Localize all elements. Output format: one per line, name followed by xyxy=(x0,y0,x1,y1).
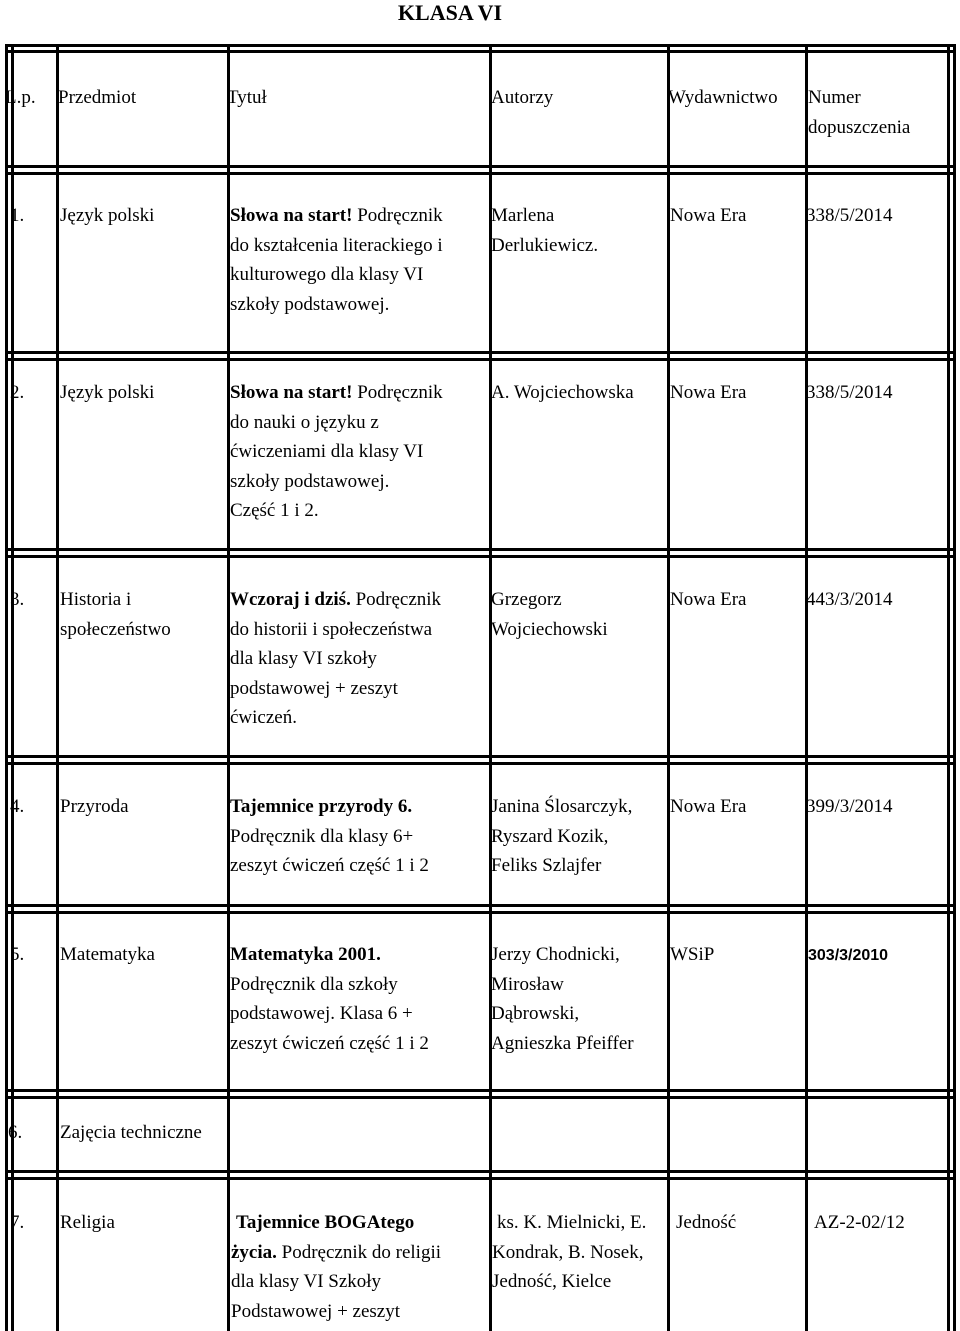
header-lp: L.p. xyxy=(5,87,36,108)
row-5-tytul-line: podstawowej. Klasa 6 + xyxy=(230,1003,413,1024)
row-divider xyxy=(5,165,955,168)
column-divider xyxy=(947,44,950,1331)
row-2-autorzy: A. Wojciechowska xyxy=(491,382,634,403)
row-3-wydawnictwo: Nowa Era xyxy=(670,589,747,610)
row-divider xyxy=(5,904,955,907)
row-2-tytul-line: ćwiczeniami dla klasy VI xyxy=(230,441,424,462)
row-5-wydawnictwo: WSiP xyxy=(670,944,715,965)
row-5-numer: 303/3/2010 xyxy=(808,947,889,964)
row-5-tytul xyxy=(230,940,429,1058)
row-4-autor-line: Feliks Szlajfer xyxy=(491,855,602,876)
row-divider xyxy=(5,1177,955,1180)
row-2-lp: 2. xyxy=(10,382,25,403)
row-7-tytul-bold-2: życia. xyxy=(231,1241,277,1263)
row-7-wydawnictwo: Jedność xyxy=(676,1212,737,1233)
row-3-przedmiot xyxy=(60,585,171,644)
row-1-przedmiot: Język polski xyxy=(60,205,155,226)
row-6-lp: 6. xyxy=(8,1122,23,1143)
row-7-tytul-line: Podręcznik do religii xyxy=(276,1241,442,1263)
row-4-numer: 399/3/2014 xyxy=(806,796,893,817)
row-3-autor-line: Wojciechowski xyxy=(491,618,608,640)
row-3-autor-line: Grzegorz xyxy=(491,589,562,610)
row-divider xyxy=(5,358,955,361)
row-4-przedmiot: Przyroda xyxy=(60,796,129,817)
column-divider xyxy=(805,44,808,1331)
row-divider xyxy=(5,548,955,551)
header-wydawnictwo: Wydawnictwo xyxy=(668,87,778,108)
row-3-numer: 443/3/2014 xyxy=(806,589,893,610)
column-divider xyxy=(56,44,59,1331)
row-2-tytul-line: szkoły podstawowej. xyxy=(230,470,390,492)
page-title: KLASA VI xyxy=(397,0,503,25)
row-5-autor-line: Agnieszka Pfeiffer xyxy=(491,1032,634,1054)
row-2-tytul-bold: Słowa na start! xyxy=(230,382,353,403)
row-5-autor-line: Dąbrowski, xyxy=(491,1003,580,1024)
row-1-wydawnictwo: Nowa Era xyxy=(670,205,747,226)
row-1-lp: 1. xyxy=(10,205,25,226)
column-divider xyxy=(953,44,956,1331)
row-2-tytul xyxy=(230,378,443,526)
row-4-wydawnictwo: Nowa Era xyxy=(670,796,747,817)
row-4-tytul xyxy=(230,792,429,881)
row-7-tytul-line: Podstawowej + zeszyt xyxy=(231,1300,401,1322)
row-2-przedmiot: Język polski xyxy=(60,382,155,403)
row-5-autorzy xyxy=(491,940,634,1058)
row-divider xyxy=(5,762,955,765)
row-7-tytul xyxy=(231,1208,441,1326)
row-1-tytul-bold: Słowa na start! xyxy=(230,205,353,226)
row-divider xyxy=(5,1170,955,1173)
row-3-tytul-line: ćwiczeń. xyxy=(230,707,297,728)
row-3-przedmiot-line: społeczeństwo xyxy=(60,618,171,640)
row-3-tytul-line: Podręcznik xyxy=(350,589,442,610)
header-przedmiot: Przedmiot xyxy=(58,87,137,108)
row-3-lp: 3. xyxy=(10,589,25,610)
row-7-autorzy xyxy=(492,1208,646,1297)
row-1-autor-line: Derlukiewicz. xyxy=(491,234,599,256)
row-3-przedmiot-line: Historia i xyxy=(60,589,132,610)
row-5-tytul-line: Podręcznik dla szkoły xyxy=(230,973,398,995)
table-border-top xyxy=(5,44,955,47)
row-5-przedmiot: Matematyka xyxy=(60,944,155,965)
row-2-wydawnictwo: Nowa Era xyxy=(670,382,747,403)
row-4-tytul-bold: Tajemnice przyrody 6. xyxy=(230,796,413,817)
row-3-tytul-line: podstawowej + zeszyt xyxy=(230,677,398,699)
row-divider xyxy=(5,351,955,354)
row-6-przedmiot: Zajęcia techniczne xyxy=(60,1122,202,1143)
row-1-tytul-line: Podręcznik xyxy=(352,205,443,226)
row-1-autor-line: Marlena xyxy=(491,205,555,226)
row-3-autorzy xyxy=(491,585,608,644)
row-7-autor-line: ks. K. Mielnicki, E. xyxy=(497,1212,647,1233)
row-4-autorzy xyxy=(491,792,632,881)
row-1-tytul xyxy=(230,201,443,319)
row-divider xyxy=(5,555,955,558)
row-3-tytul-line: do historii i społeczeństwa xyxy=(230,618,433,640)
header-numer xyxy=(808,83,910,142)
row-7-numer: AZ-2-02/12 xyxy=(814,1212,905,1233)
row-4-autor-line: Janina Ślosarczyk, xyxy=(491,796,633,817)
row-4-tytul-line: Podręcznik dla klasy 6+ xyxy=(230,825,414,847)
row-divider xyxy=(5,911,955,914)
header-numer-line: dopuszczenia xyxy=(808,116,911,138)
row-4-autor-line: Ryszard Kozik, xyxy=(491,825,609,847)
row-2-tytul-line: Część 1 i 2. xyxy=(230,500,319,521)
row-7-autor-line: Kondrak, B. Nosek, xyxy=(492,1241,644,1263)
row-3-tytul xyxy=(230,585,441,733)
header-tytul: Tytuł xyxy=(227,87,267,108)
row-2-tytul-line: Podręcznik xyxy=(352,382,443,403)
row-5-tytul-bold: Matematyka 2001. xyxy=(230,944,381,965)
row-1-tytul-line: szkoły podstawowej. xyxy=(230,293,390,315)
row-7-tytul-line: dla klasy VI Szkoły xyxy=(231,1271,382,1292)
row-7-autor-line: Jedność, Kielce xyxy=(492,1271,612,1292)
row-divider xyxy=(5,1089,955,1092)
column-divider xyxy=(667,44,670,1331)
row-1-tytul-line: kulturowego dla klasy VI xyxy=(230,264,424,285)
row-2-numer: 338/5/2014 xyxy=(806,382,893,403)
row-7-przedmiot: Religia xyxy=(60,1212,115,1233)
header-numer-line: Numer xyxy=(808,87,861,108)
row-1-autorzy xyxy=(491,201,598,260)
row-5-autor-line: Jerzy Chodnicki, xyxy=(491,944,620,965)
row-7-lp: 7. xyxy=(10,1212,25,1233)
header-autorzy: Autorzy xyxy=(491,87,554,108)
table-border-top-inner xyxy=(5,50,955,53)
row-3-tytul-bold: Wczoraj i dziś. xyxy=(230,589,351,610)
row-4-lp: 4. xyxy=(10,796,25,817)
row-1-tytul-line: do kształcenia literackiego i xyxy=(230,234,443,256)
row-divider xyxy=(5,1096,955,1099)
row-5-lp: 5. xyxy=(10,944,25,965)
row-divider xyxy=(5,755,955,758)
row-2-tytul-line: do nauki o języku z xyxy=(230,411,379,433)
row-3-tytul-line: dla klasy VI szkoły xyxy=(230,648,377,669)
row-5-autor-line: Mirosław xyxy=(491,973,564,995)
row-7-tytul-bold: Tajemnice BOGAtego xyxy=(236,1212,415,1233)
row-divider xyxy=(5,172,955,175)
row-4-tytul-line: zeszyt ćwiczeń część 1 i 2 xyxy=(230,855,429,876)
row-1-numer: 338/5/2014 xyxy=(806,205,893,226)
row-5-tytul-line: zeszyt ćwiczeń część 1 i 2 xyxy=(230,1032,429,1054)
